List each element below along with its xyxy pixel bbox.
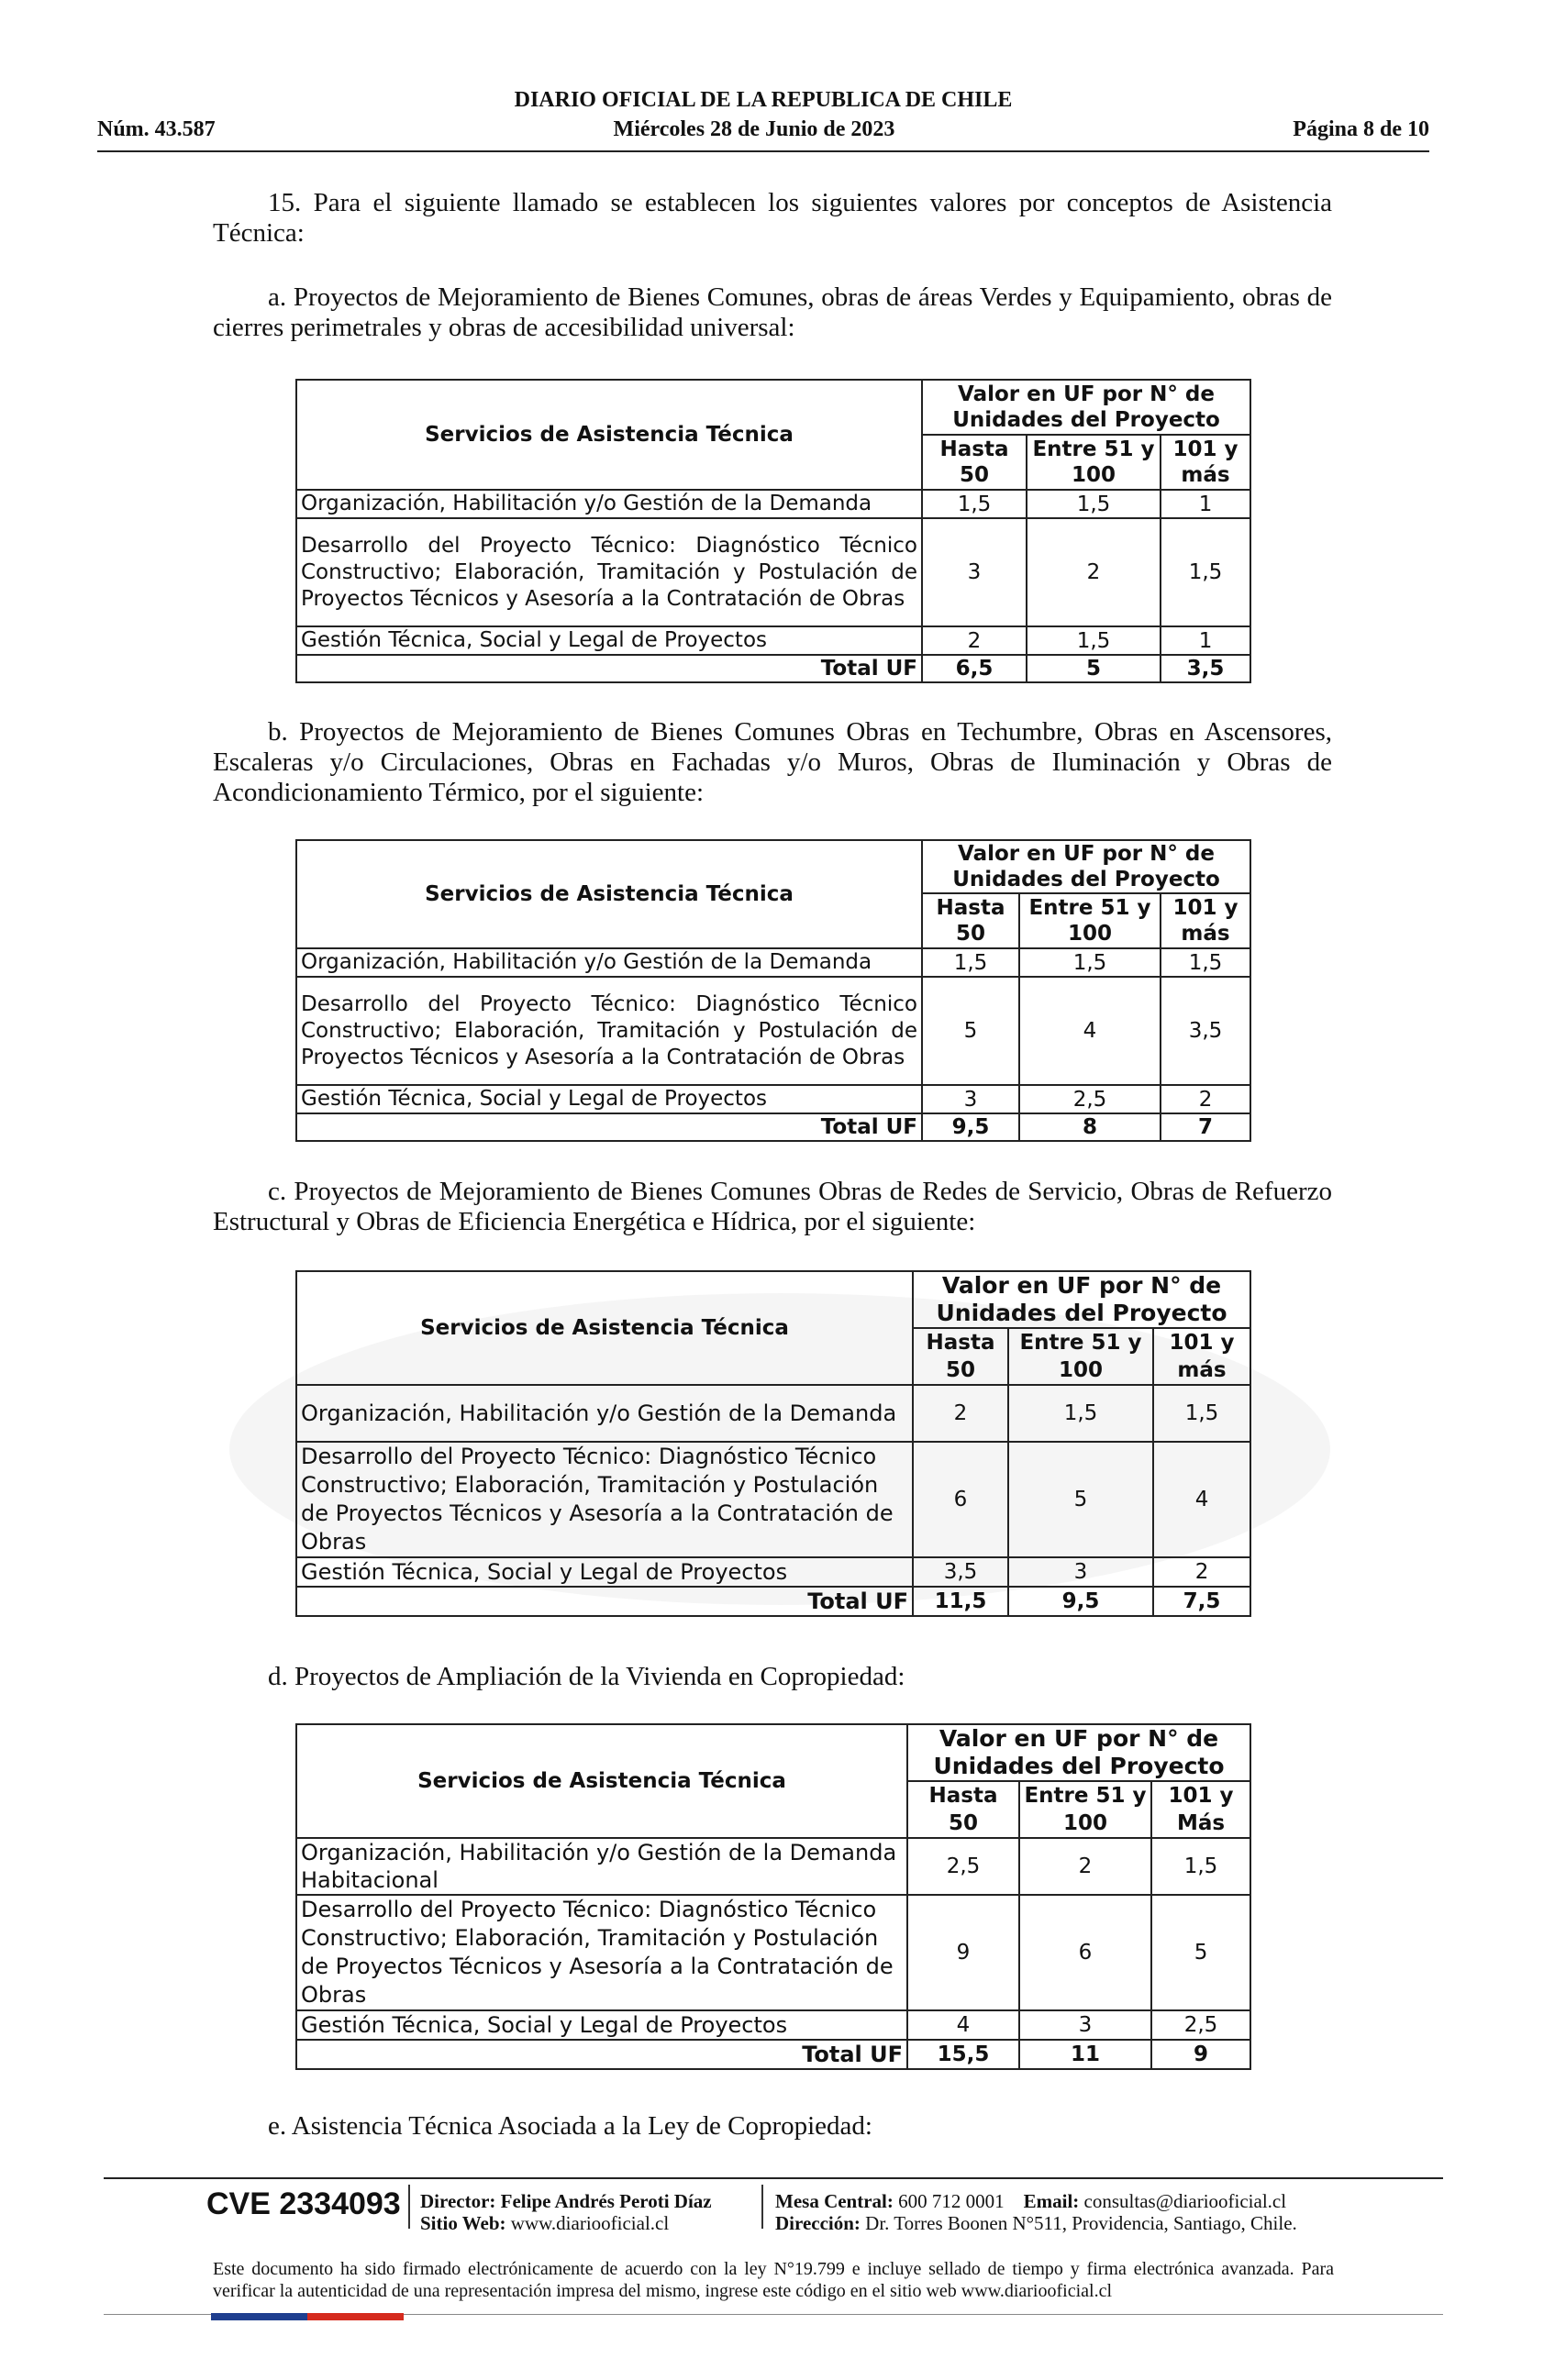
col-101-mas: 101 y más xyxy=(1153,1328,1250,1385)
footer-separator xyxy=(761,2185,763,2229)
total-value: 11 xyxy=(1019,2040,1151,2069)
total-value: 5 xyxy=(1027,655,1161,682)
col-101-mas: 101 y más xyxy=(1161,893,1250,948)
value-cell: 3,5 xyxy=(913,1557,1008,1587)
value-cell: 4 xyxy=(1019,977,1161,1085)
gazette-title: DIARIO OFICIAL DE LA REPUBLICA DE CHILE xyxy=(514,88,1013,112)
value-cell: 6 xyxy=(1019,1895,1151,2010)
footer-separator xyxy=(408,2185,410,2229)
value-header: Valor en UF por N° de Unidades del Proyecto xyxy=(922,840,1250,893)
value-cell: 2 xyxy=(913,1385,1008,1442)
table-row xyxy=(296,626,1250,655)
total-value: 9,5 xyxy=(922,1113,1019,1141)
value-cell: 2,5 xyxy=(1019,1085,1161,1113)
total-value: 11,5 xyxy=(913,1587,1008,1616)
value-cell: 1,5 xyxy=(1008,1385,1153,1442)
flag-stripe-red xyxy=(307,2313,404,2320)
value-cell: 3 xyxy=(922,518,1027,626)
service-cell: Gestión Técnica, Social y Legal de Proyectos xyxy=(296,1557,913,1587)
total-row xyxy=(296,2040,1250,2069)
table-row xyxy=(296,490,1250,518)
website-link[interactable]: www.diariooficial.cl xyxy=(510,2212,670,2234)
address-label: Dirección: xyxy=(775,2212,861,2234)
col-hasta-50: Hasta 50 xyxy=(913,1328,1008,1385)
paragraph-e: e. Asistencia Técnica Asociada a la Ley de Copropiedad: xyxy=(268,2111,872,2141)
total-value: 6,5 xyxy=(922,655,1027,682)
table-row xyxy=(296,1442,1250,1557)
value-cell: 1,5 xyxy=(922,948,1019,977)
value-cell: 2 xyxy=(1027,518,1161,626)
value-cell: 3,5 xyxy=(1161,977,1250,1085)
header-divider xyxy=(97,150,1429,152)
email-label: Email: xyxy=(1023,2190,1080,2212)
col-hasta-50: Hasta 50 xyxy=(922,435,1027,490)
total-value: 15,5 xyxy=(907,2040,1019,2069)
footer-director-block xyxy=(420,2190,712,2234)
footer-divider xyxy=(104,2177,1443,2179)
service-cell: Organización, Habilitación y/o Gestión de la Demanda xyxy=(296,948,922,977)
table-row xyxy=(296,2010,1250,2040)
total-row xyxy=(296,1587,1250,1616)
col-entre-51-100: Entre 51 y 100 xyxy=(1027,435,1161,490)
value-cell: 2 xyxy=(922,626,1027,655)
footer-contact-block xyxy=(775,2190,1297,2234)
value-cell: 2,5 xyxy=(1151,2010,1250,2040)
service-cell: Gestión Técnica, Social y Legal de Proyectos xyxy=(296,1085,922,1113)
paragraph-a: a. Proyectos de Mejoramiento de Bienes Comunes, obras de áreas Verdes y Equipamiento, obras de cierres perimetrales y obras de accesibilidad universal: xyxy=(213,282,1332,342)
address-text: Dr. Torres Boonen N°511, Providencia, Santiago, Chile. xyxy=(865,2212,1297,2234)
value-cell: 4 xyxy=(907,2010,1019,2040)
value-cell: 4 xyxy=(1153,1442,1250,1557)
value-cell: 3 xyxy=(1008,1557,1153,1587)
disclaimer: Este documento ha sido firmado electrónicamente de acuerdo con la ley N°19.799 e incluye sellado de tiempo y firma electrónica avanzada. Para verificar la autenticidad de una representación impresa del mismo, ingrese este código en el sitio web www.diariooficial.cl xyxy=(213,2259,1334,2301)
table-row xyxy=(296,1085,1250,1113)
paragraph-15: 15. Para el siguiente llamado se establecen los siguientes valores por conceptos de Asistencia Técnica: xyxy=(213,188,1332,248)
service-header: Servicios de Asistencia Técnica xyxy=(296,380,922,490)
mesa-label: Mesa Central: xyxy=(775,2190,894,2212)
mesa-phone: 600 712 0001 xyxy=(898,2190,1005,2212)
value-cell: 5 xyxy=(1151,1895,1250,2010)
col-entre-51-100: Entre 51 y 100 xyxy=(1019,893,1161,948)
table-row xyxy=(296,1557,1250,1587)
service-cell: Organización, Habilitación y/o Gestión de la Demanda xyxy=(296,1385,913,1442)
website-label: Sitio Web: xyxy=(420,2212,506,2234)
value-cell: 1,5 xyxy=(1151,1838,1250,1895)
value-cell: 1,5 xyxy=(1027,626,1161,655)
paragraph-b: b. Proyectos de Mejoramiento de Bienes Comunes Obras en Techumbre, Obras en Ascensores, Escaleras y/o Circulaciones, Obras en Fachadas y/o Muros, Obras de Iluminación y Obras de Acondicionamiento Térmico, por el siguiente: xyxy=(213,717,1332,807)
cve-code: CVE 2334093 xyxy=(206,2186,401,2221)
value-cell: 2 xyxy=(1161,1085,1250,1113)
email-link[interactable]: consultas@diariooficial.cl xyxy=(1083,2190,1287,2212)
table-row xyxy=(296,948,1250,977)
paragraph-c: c. Proyectos de Mejoramiento de Bienes Comunes Obras de Redes de Servicio, Obras de Refuerzo Estructural y Obras de Eficiencia Energética e Hídrica, por el siguiente: xyxy=(213,1177,1332,1236)
service-cell: Desarrollo del Proyecto Técnico: Diagnóstico Técnico Constructivo; Elaboración, Tramitación y Postulación de Proyectos Técnicos y Asesoría a la Contratación de Obras xyxy=(296,518,922,626)
value-cell: 1 xyxy=(1161,626,1250,655)
value-header: Valor en UF por N° de Unidades del Proyecto xyxy=(907,1724,1250,1781)
col-entre-51-100: Entre 51 y 100 xyxy=(1008,1328,1153,1385)
service-cell: Desarrollo del Proyecto Técnico: Diagnóstico Técnico Constructivo; Elaboración, Tramitación y Postulación de Proyectos Técnicos y Asesoría a la Contratación de Obras xyxy=(296,1895,907,2010)
col-hasta-50: Hasta 50 xyxy=(922,893,1019,948)
service-cell: Gestión Técnica, Social y Legal de Proyectos xyxy=(296,2010,907,2040)
table-c xyxy=(295,1270,1251,1617)
value-cell: 2 xyxy=(1153,1557,1250,1587)
value-cell: 6 xyxy=(913,1442,1008,1557)
total-label: Total UF xyxy=(296,655,922,682)
table-row xyxy=(296,977,1250,1085)
table-d xyxy=(295,1723,1251,2070)
value-cell: 5 xyxy=(922,977,1019,1085)
col-101-mas: 101 y más xyxy=(1161,435,1250,490)
director-name: Felipe Andrés Peroti Díaz xyxy=(500,2190,712,2212)
table-row xyxy=(296,1838,1250,1895)
total-value: 3,5 xyxy=(1161,655,1250,682)
value-header: Valor en UF por N° de Unidades del Proyecto xyxy=(922,380,1250,435)
total-row xyxy=(296,1113,1250,1141)
total-row xyxy=(296,655,1250,682)
value-header: Valor en UF por N° de Unidades del Proyecto xyxy=(913,1271,1250,1328)
flag-stripe-blue xyxy=(211,2313,307,2320)
service-cell: Organización, Habilitación y/o Gestión de la Demanda xyxy=(296,490,922,518)
total-label: Total UF xyxy=(296,1587,913,1616)
service-header: Servicios de Asistencia Técnica xyxy=(296,1724,907,1838)
value-cell: 2,5 xyxy=(907,1838,1019,1895)
table-row xyxy=(296,518,1250,626)
col-entre-51-100: Entre 51 y 100 xyxy=(1019,1781,1151,1838)
table-a xyxy=(295,379,1251,683)
total-label: Total UF xyxy=(296,2040,907,2069)
col-hasta-50: Hasta 50 xyxy=(907,1781,1019,1838)
issue-date: Miércoles 28 de Junio de 2023 xyxy=(613,117,895,141)
service-cell: Organización, Habilitación y/o Gestión de la Demanda Habitacional xyxy=(296,1838,907,1895)
page-number: Página 8 de 10 xyxy=(1293,117,1429,141)
value-cell: 5 xyxy=(1008,1442,1153,1557)
service-cell: Gestión Técnica, Social y Legal de Proyectos xyxy=(296,626,922,655)
service-cell: Desarrollo del Proyecto Técnico: Diagnóstico Técnico Constructivo; Elaboración, Tramitación y Postulación de Proyectos Técnicos y Asesoría a la Contratación de Obras xyxy=(296,1442,913,1557)
service-header: Servicios de Asistencia Técnica xyxy=(296,1271,913,1385)
value-cell: 1,5 xyxy=(1019,948,1161,977)
value-cell: 1,5 xyxy=(1027,490,1161,518)
col-101-mas: 101 y Más xyxy=(1151,1781,1250,1838)
table-row xyxy=(296,1385,1250,1442)
value-cell: 1,5 xyxy=(1153,1385,1250,1442)
total-value: 7 xyxy=(1161,1113,1250,1141)
table-row xyxy=(296,1895,1250,2010)
value-cell: 1,5 xyxy=(922,490,1027,518)
total-label: Total UF xyxy=(296,1113,922,1141)
table-b xyxy=(295,839,1251,1142)
paragraph-d: d. Proyectos de Ampliación de la Vivienda en Copropiedad: xyxy=(268,1662,905,1691)
value-cell: 2 xyxy=(1019,1838,1151,1895)
value-cell: 1 xyxy=(1161,490,1250,518)
header-row xyxy=(97,117,1429,142)
director-label: Director: xyxy=(420,2190,496,2212)
total-value: 9,5 xyxy=(1008,1587,1153,1616)
total-value: 9 xyxy=(1151,2040,1250,2069)
value-cell: 1,5 xyxy=(1161,948,1250,977)
value-cell: 1,5 xyxy=(1161,518,1250,626)
issue-number: Núm. 43.587 xyxy=(97,117,216,141)
service-header: Servicios de Asistencia Técnica xyxy=(296,840,922,948)
value-cell: 3 xyxy=(922,1085,1019,1113)
service-cell: Desarrollo del Proyecto Técnico: Diagnóstico Técnico Constructivo; Elaboración, Tramitación y Postulación de Proyectos Técnicos y Asesoría a la Contratación de Obras xyxy=(296,977,922,1085)
total-value: 8 xyxy=(1019,1113,1161,1141)
value-cell: 3 xyxy=(1019,2010,1151,2040)
value-cell: 9 xyxy=(907,1895,1019,2010)
total-value: 7,5 xyxy=(1153,1587,1250,1616)
